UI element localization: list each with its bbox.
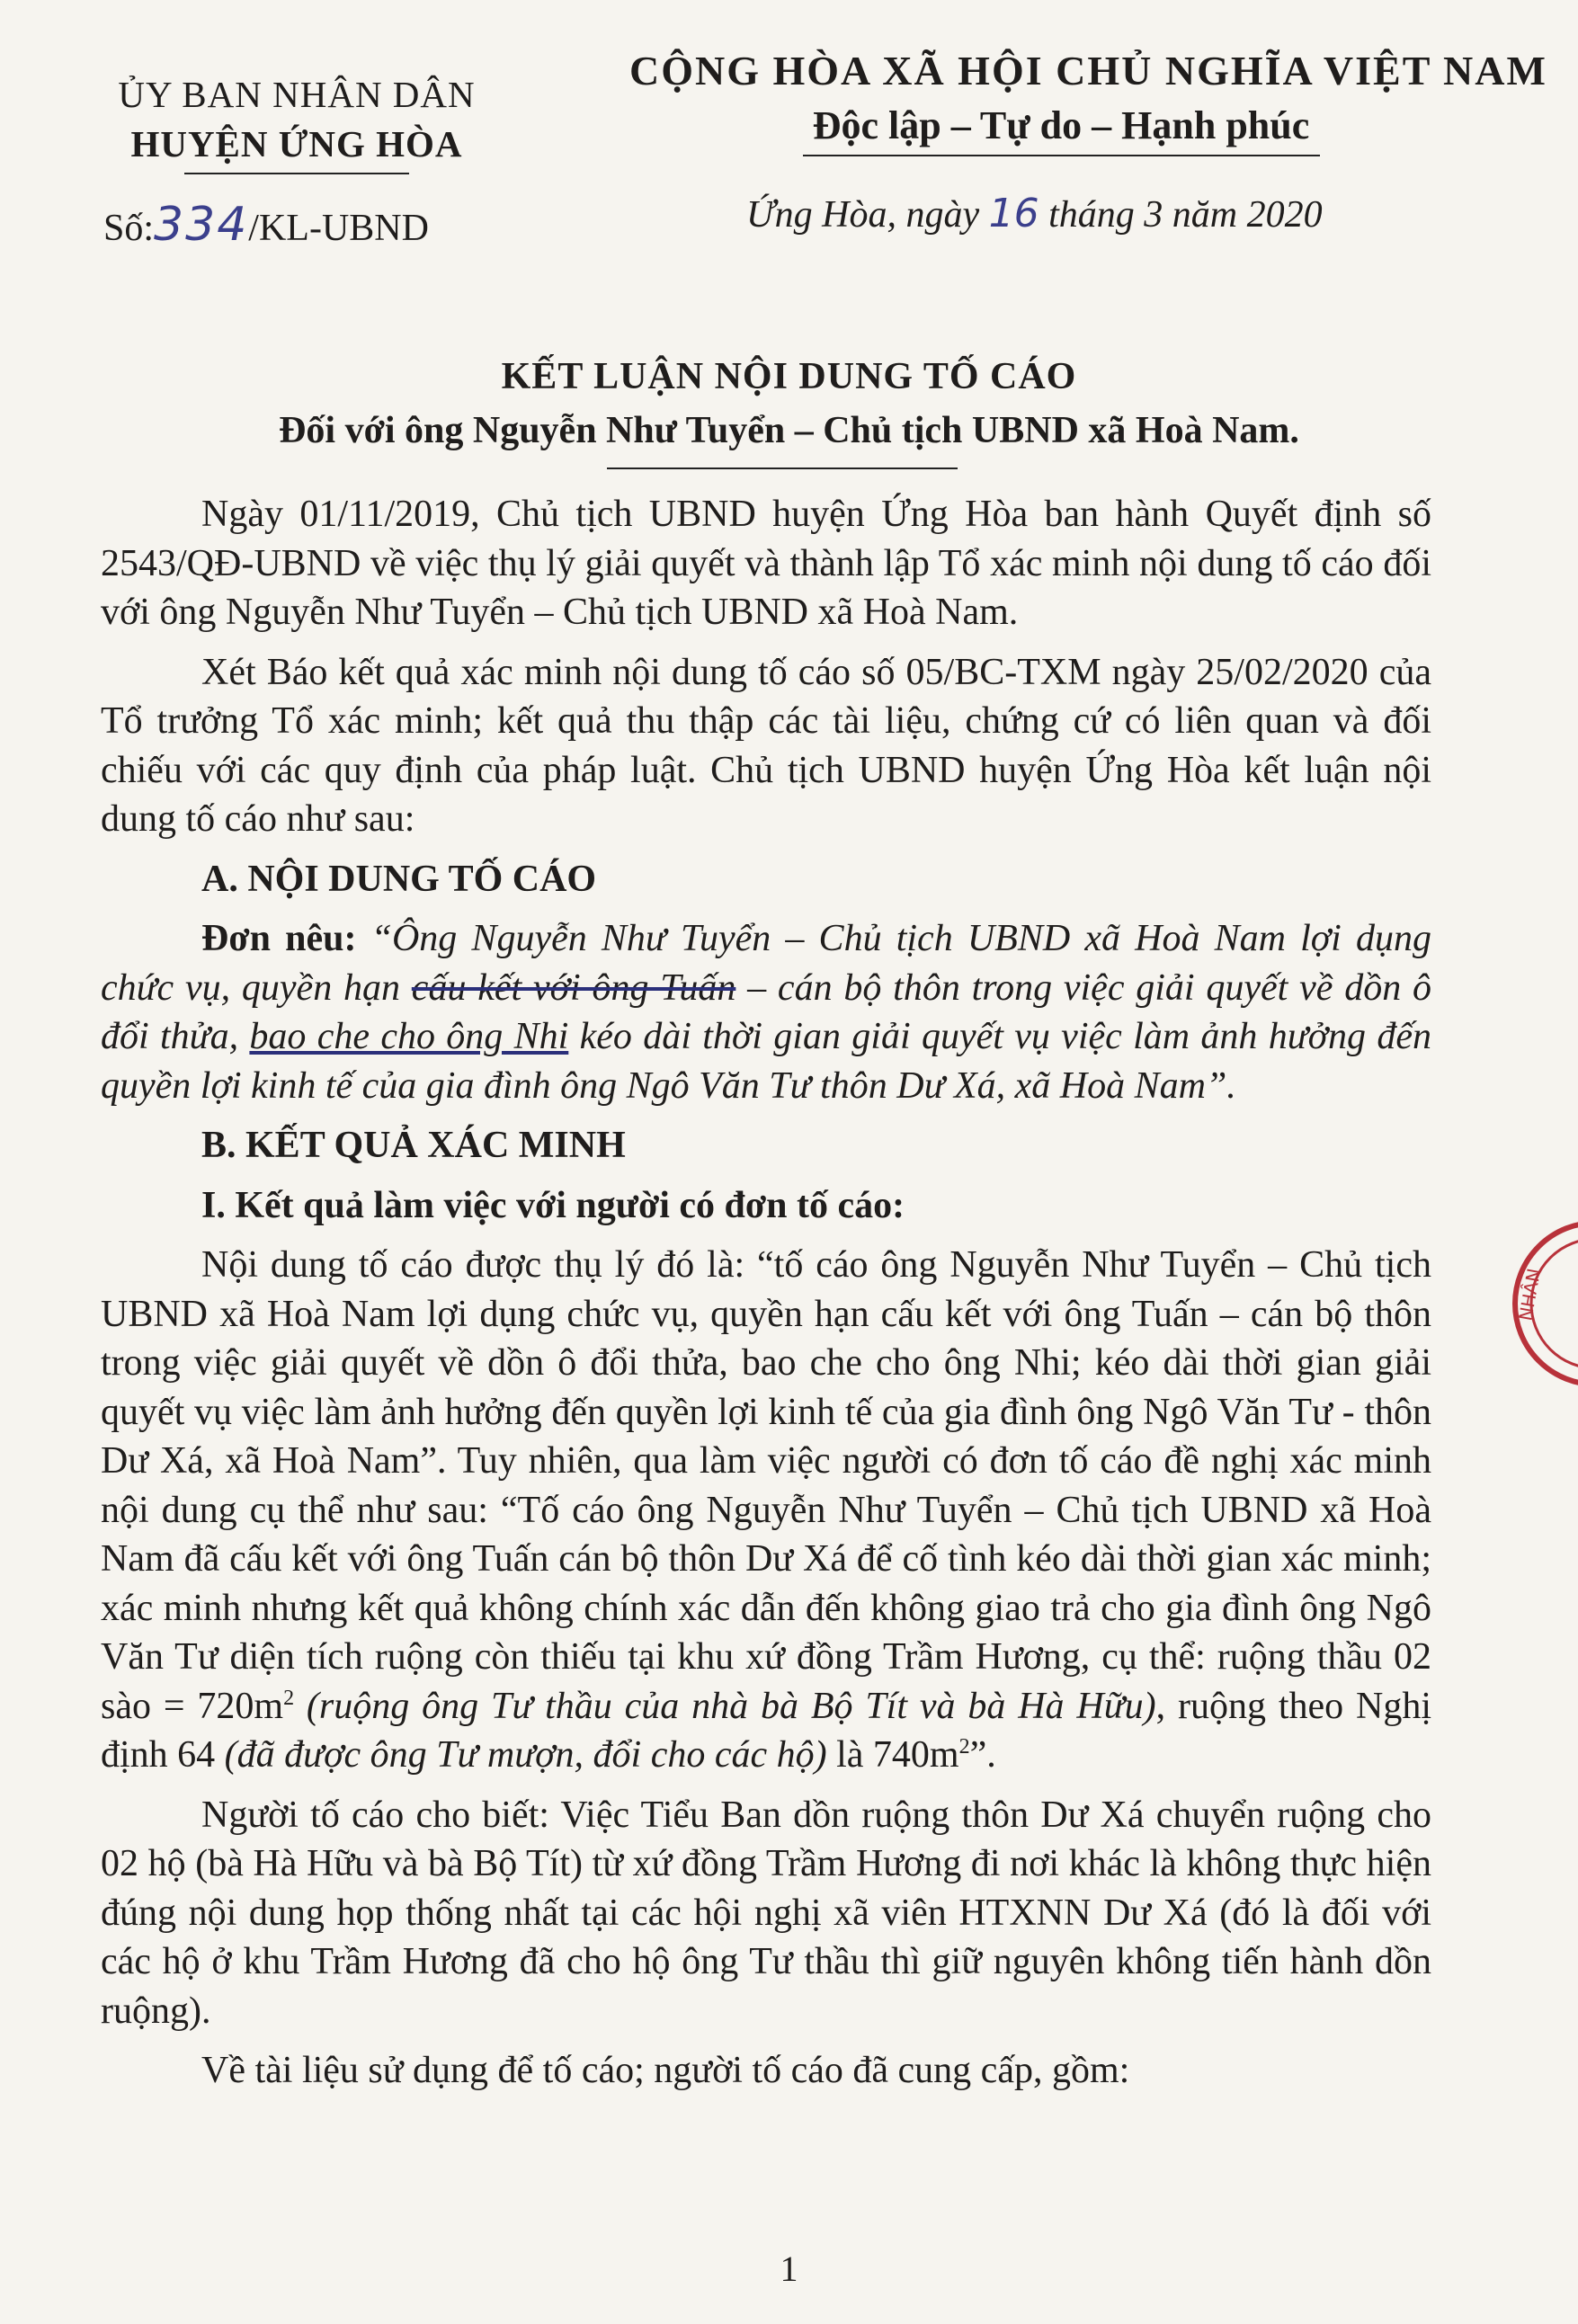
complaint-text-1: “Ông Nguyễn Như Tuyển – Chủ tịch UBND xã Hoà Nam lợi dụng chức vụ, quyền hạn [101, 918, 1431, 1009]
place-date-suffix: tháng 3 năm 2020 [1048, 194, 1323, 236]
page-number: 1 [780, 2248, 798, 2289]
complaint-text-2: – cán bộ thôn trong việc giải quyết về dồn ô đổi thửa, [101, 966, 1432, 1057]
national-motto: Độc lập – Tự do – Hạnh phúc [812, 103, 1310, 147]
document-number [103, 198, 429, 252]
paragraph-3-end: ”. [969, 1734, 996, 1776]
document-subtitle: Đối với ông Nguyễn Như Tuyển – Chủ tịch UBND xã Hoà Nam. [279, 410, 1299, 451]
nation-name: CỘNG HÒA XÃ HỘI CHỦ NGHĨA VIỆT NAM [629, 48, 1547, 93]
national-header [629, 43, 1547, 156]
paragraph-4: Người tố cáo cho biết: Việc Tiểu Ban dồn ruộng thôn Dư Xá chuyển ruộng cho 02 hộ (bà Hà Hữu và bà Bộ Tít) từ xứ đồng Trầm Hương đi nơi khác là không thực hiện đúng nội dung họp thống nhất tại các hội nghị xã viên HTXNN Dư Xá (đó là đối với các hộ ở khu Trầm Hương đã cho hộ ông Tư thầu thì giữ nguyên không tiến hành dồn ruộng). [101, 1794, 1431, 2032]
heading-b1: I. Kết quả làm việc với người có đơn tố cáo: [201, 1184, 905, 1226]
superscript-2b: 2 [958, 1735, 970, 1759]
authority-line-2: HUYỆN ỨNG HÒA [130, 123, 463, 165]
authority-underline [184, 173, 409, 174]
superscript-2: 2 [283, 1686, 295, 1710]
doc-no-prefix: Số: [103, 208, 155, 249]
complaint-paragraph [101, 914, 1431, 1110]
motto-underline [803, 155, 1320, 156]
complaint-text-3: kéo dài thời gian giải quyết vụ việc làm ảnh hưởng đến quyền lợi kinh tế của gia đình ông Ngô Văn Tư thôn Dư Xá, xã Hoà Nam”. [101, 1016, 1432, 1107]
authority-line-1: ỦY BAN NHÂN DÂN [118, 74, 476, 115]
paragraph-3-text-3: là 740m [836, 1734, 959, 1776]
paragraph-3-text-2: , ruộng theo Nghị định 64 [101, 1685, 1432, 1776]
complaint-underlined-2: bao che cho ông Nhi [249, 1016, 569, 1057]
place-date [746, 191, 1323, 236]
heading-b: B. KẾT QUẢ XÁC MINH [201, 1125, 626, 1166]
heading-a: A. NỘI DUNG TỐ CÁO [201, 858, 597, 900]
paragraph-3-italic-2: (đã được ông Tư mượn, đổi cho các hộ) [224, 1734, 827, 1776]
paragraph-3 [101, 1241, 1431, 1780]
doc-no-suffix: /KL-UBND [248, 208, 429, 249]
paragraph-3-italic-1: (ruộng ông Tư thầu của nhà bà Bộ Tít và bà Hà Hữu) [306, 1685, 1156, 1727]
paragraph-2: Xét Báo kết quả xác minh nội dung tố cáo số 05/BC-TXM ngày 25/02/2020 của Tổ trưởng Tổ xác minh; kết quả thu thập các tài liệu, chứng cứ có liên quan và đối chiếu với các quy định của pháp luật. Chủ tịch UBND huyện Ứng Hòa kết luận nội dung tố cáo như sau: [101, 651, 1431, 840]
day-handwritten: 16 [988, 191, 1039, 236]
complaint-label: Đơn nêu: [201, 918, 357, 959]
paragraph-1: Ngày 01/11/2019, Chủ tịch UBND huyện Ứng Hòa ban hành Quyết định số 2543/QĐ-UBND về việc thụ lý giải quyết và thành lập Tổ xác minh nội dung tố cáo đối với ông Nguyễn Như Tuyển – Chủ tịch UBND xã Hoà Nam. [101, 494, 1431, 633]
document-title: KẾT LUẬN NỘI DUNG TỐ CÁO [501, 356, 1077, 397]
paragraph-5: Về tài liệu sử dụng để tố cáo; người tố cáo đã cung cấp, gồm: [201, 2050, 1130, 2091]
issuing-authority [85, 70, 508, 174]
paragraph-3-text: Nội dung tố cáo được thụ lý đó là: “tố cáo ông Nguyễn Như Tuyển – Chủ tịch UBND xã Hoà Nam lợi dụng chức vụ, quyền hạn cấu kết với ông Tuấn – cán bộ thôn trong việc giải quyết về dồn ô đổi thửa, bao che cho ông Nhi; kéo dài thời gian giải quyết vụ việc làm ảnh hưởng đến quyền lợi kinh tế của gia đình ông Ngô Văn Tư - thôn Dư Xá, xã Hoà Nam”. Tuy nhiên, qua làm việc người có đơn tố cáo đề nghị xác minh nội dung cụ thể như sau: “Tố cáo ông Nguyễn Như Tuyển – Chủ tịch UBND xã Hoà Nam đã cấu kết với ông Tuấn cán bộ thôn Dư Xá để cố tình kéo dài thời gian xác minh; xác minh nhưng kết quả không chính xác dẫn đến không giao trả cho gia đình ông Ngô Văn Tư diện tích ruộng còn thiếu tại khu xứ đồng Trầm Hương, cụ thể: ruộng thầu 02 sào = 720m [101, 1244, 1431, 1727]
document-body [101, 490, 1431, 2106]
doc-no-handwritten: 334 [154, 198, 249, 252]
red-seal-fragment [1506, 1214, 1578, 1394]
complaint-underlined-1: cấu kết với ông Tuấn [411, 966, 736, 1009]
seal-text: NHÂN [1514, 1266, 1546, 1322]
place-date-prefix: Ứng Hòa, ngày [746, 194, 980, 236]
title-underline [607, 467, 958, 469]
